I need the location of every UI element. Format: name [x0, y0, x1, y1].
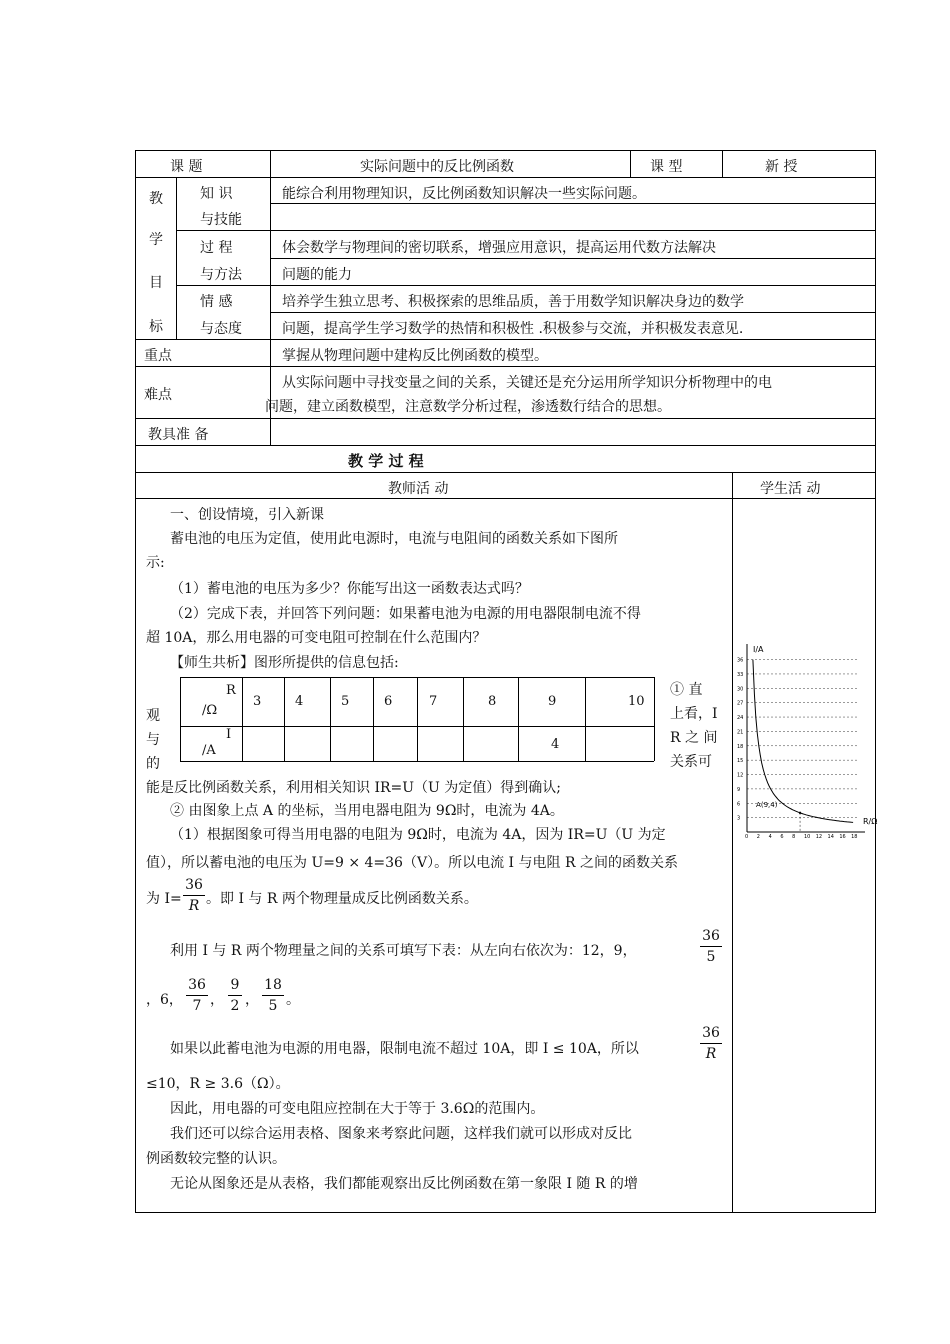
inner-table-border	[242, 677, 243, 761]
table-header-i: /A	[202, 743, 216, 758]
col-divider	[722, 150, 723, 177]
table-cell: 10	[628, 694, 645, 709]
emotion-text: 培养学生独立思考、积极探索的思维品质，善于用数学知识解决身边的数学	[282, 294, 744, 310]
row-divider	[176, 285, 876, 286]
knowledge-label: 知 识	[200, 186, 233, 202]
table-cell: 4	[295, 694, 304, 709]
y-tick-label: 15	[737, 758, 744, 765]
fraction-numerator: 18	[264, 977, 282, 993]
fraction-numerator: 36	[185, 877, 203, 893]
fraction-18-over-5	[262, 976, 284, 1015]
paragraph-line: 利用 I 与 R 两个物理量之间的关系可填写下表：从左向右依次为：12，9，	[170, 943, 637, 959]
x-tick-label: 14	[827, 834, 834, 840]
table-cell: 9	[548, 694, 557, 709]
paragraph-line: 值），所以蓄电池的电压为 U=9 × 4=36（V）。所以电流 I 与电阻 R 之间的函数关系	[146, 855, 678, 871]
separator: ，	[210, 992, 224, 1008]
fraction-36-over-7	[186, 976, 208, 1015]
fraction-numerator: 36	[702, 928, 720, 944]
fraction-denominator: 7	[192, 998, 202, 1014]
row-divider	[135, 498, 876, 499]
emotion-label: 与态度	[200, 321, 242, 337]
fraction-36-over-r	[700, 1024, 722, 1063]
paragraph-line: 如果以此蓄电池为电源的用电器，限制电流不超过 10A，即 I ≤ 10A，所以	[170, 1041, 639, 1057]
table-header-r: /Ω	[202, 703, 218, 718]
y-tick-label: 30	[737, 686, 744, 693]
col-divider	[176, 177, 177, 339]
side-char: 与	[146, 732, 160, 748]
x-axis-label: R/Ω	[863, 817, 878, 826]
inner-table-border	[330, 677, 331, 761]
paragraph-line: 为 I=	[146, 891, 182, 907]
difficulty-label: 难点	[144, 387, 172, 403]
table-header-i: I	[226, 727, 232, 742]
paragraph-line: （1）根据图象可得当用电器的电阻为 9Ω时，电流为 4A，因为 IR=U（U 为定	[170, 827, 666, 843]
row-divider	[135, 366, 876, 367]
x-tick-label: 0	[745, 834, 749, 840]
table-cell: 7	[429, 694, 438, 709]
inner-table-border	[654, 677, 655, 761]
paragraph-line: 因此，用电器的可变电阻应控制在大于等于 3.6Ω的范围内。	[170, 1101, 545, 1117]
process-text: 体会数学与物理间的密切联系，增强应用意识，提高运用代数方法解决	[282, 240, 716, 256]
paragraph-line: ，6，	[146, 992, 183, 1008]
goals-side-char: 目	[149, 275, 163, 291]
fraction-36-over-r	[183, 876, 205, 915]
difficulty-text: 从实际问题中寻找变量之间的关系，关键还是充分运用所学知识分析物理中的电	[282, 375, 772, 391]
row-divider	[270, 203, 876, 204]
row-divider	[135, 418, 876, 419]
side-char: 的	[146, 756, 160, 772]
paragraph-line: （1）蓄电池的电压为多少？你能写出这一函数表达式吗？	[170, 581, 529, 597]
section-heading: 一、创设情境，引入新课	[170, 507, 324, 523]
table-border-left	[135, 150, 136, 1212]
table-cell: 5	[341, 694, 350, 709]
col-divider	[630, 150, 631, 177]
fraction-numerator: 36	[702, 1025, 720, 1041]
fraction-9-over-2	[228, 976, 242, 1015]
fraction-denominator: 5	[268, 998, 278, 1014]
inner-table-border	[463, 677, 464, 761]
inner-table-border	[180, 677, 181, 761]
row-divider	[135, 177, 876, 178]
fraction-numerator: 36	[188, 977, 206, 993]
paragraph-line: 。即 I 与 R 两个物理量成反比例函数关系。	[206, 891, 478, 907]
goals-side-char: 学	[149, 232, 163, 248]
paragraph-line: 无论从图象还是从表格，我们都能观察出反比例函数在第一象限 I 随 R 的增	[170, 1176, 638, 1192]
col-divider	[732, 472, 733, 1212]
inner-table-border	[180, 761, 654, 762]
process-title: 教 学 过 程	[348, 452, 424, 470]
side-char: 观	[146, 708, 160, 724]
paragraph-line: 【师生共析】图形所提供的信息包括:	[170, 655, 399, 671]
table-cell: 6	[384, 694, 393, 709]
lesson-type: 新 授	[765, 159, 798, 175]
table-cell: 4	[551, 737, 560, 752]
paragraph-line: （2）完成下表，并回答下列问题：如果蓄电池为电源的用电器限制电流不得	[170, 606, 641, 622]
y-tick-label: 9	[737, 786, 741, 793]
lesson-topic: 实际问题中的反比例函数	[360, 159, 514, 175]
x-tick-label: 12	[815, 834, 823, 840]
label-type: 课 型	[650, 159, 683, 175]
fraction-denominator: 2	[230, 998, 240, 1014]
paragraph-line: 能是反比例函数关系，利用相关知识 IR=U（U 为定值）得到确认;	[146, 780, 562, 796]
knowledge-text: 能综合利用物理知识，反比例函数知识解决一些实际问题。	[282, 186, 646, 202]
table-border-bottom	[135, 1212, 876, 1213]
table-cell: 8	[488, 694, 497, 709]
paragraph-line: 示:	[146, 555, 165, 571]
y-tick-label: 27	[737, 700, 744, 707]
y-tick-label: 18	[737, 743, 744, 750]
paragraph-line: 我们还可以综合运用表格、图象来考察此问题，这样我们就可以形成对反比	[170, 1126, 632, 1142]
table-cell: 3	[253, 694, 262, 709]
inner-table-border	[417, 677, 418, 761]
knowledge-label: 与技能	[200, 212, 242, 228]
row-divider	[270, 312, 876, 313]
y-tick-label: 36	[737, 657, 744, 664]
separator: ，	[245, 992, 259, 1008]
row-divider	[176, 230, 876, 231]
goals-side-char: 教	[149, 191, 163, 207]
y-tick-label: 33	[737, 671, 744, 678]
x-tick-label: 16	[839, 834, 846, 840]
row-divider	[135, 472, 876, 473]
table-border-top	[135, 150, 876, 151]
side-note: 上看，I	[670, 706, 718, 722]
fraction-36-over-5	[700, 927, 722, 966]
table-header-r: R	[226, 683, 236, 698]
x-tick-label: 2	[756, 834, 760, 840]
col-teacher-header: 教师活 动	[388, 481, 449, 497]
paragraph-line: ≤10，R ≥ 3.6（Ω）。	[146, 1076, 290, 1092]
paragraph-line: 例函数较完整的认识。	[146, 1151, 286, 1167]
paragraph-line: 超 10A，那么用电器的可变电阻可控制在什么范围内？	[146, 630, 487, 646]
row-divider	[135, 445, 876, 446]
fraction-denominator: R	[188, 898, 200, 914]
label-topic: 课 题	[170, 159, 203, 175]
x-tick-label: 18	[851, 834, 858, 840]
process-text: 问题的能力	[282, 267, 352, 283]
side-note: R 之 间	[670, 730, 718, 746]
inner-table-border	[585, 677, 586, 761]
y-axis-label: I/A	[753, 645, 764, 654]
key-point-label: 重点	[144, 348, 172, 364]
prep-label: 教具准 备	[148, 427, 209, 443]
x-tick-label: 6	[780, 834, 784, 840]
side-note: 关系可	[670, 754, 712, 770]
y-tick-label: 3	[737, 815, 741, 822]
paragraph-line: ② 由图象上点 A 的坐标，当用电器电阻为 9Ω时，电流为 4A。	[170, 803, 564, 819]
y-tick-label: 21	[737, 729, 744, 736]
inner-table-border	[284, 677, 285, 761]
emotion-label: 情 感	[200, 294, 233, 310]
goals-side-char: 标	[149, 319, 163, 335]
process-label: 过 程	[200, 240, 233, 256]
paragraph-line: 蓄电池的电压为定值，使用此电源时，电流与电阻间的函数关系如下图所	[170, 531, 618, 547]
table-border-right	[875, 150, 876, 1212]
fraction-numerator: 9	[230, 977, 240, 993]
row-divider	[135, 339, 876, 340]
row-divider	[270, 258, 876, 259]
y-tick-label: 6	[737, 801, 741, 808]
inner-table-border	[518, 677, 519, 761]
difficulty-text: 问题，建立函数模型，注意数学分析过程，渗透数行结合的思想。	[265, 399, 671, 415]
inverse-function-graph	[733, 638, 878, 840]
point-a-label: A(9,4)	[756, 800, 778, 809]
col-student-header: 学生活 动	[760, 481, 821, 497]
series-line	[753, 660, 853, 823]
x-tick-label: 10	[803, 834, 811, 840]
fraction-denominator: 5	[706, 949, 716, 965]
emotion-text: 问题，提高学生学习数学的热情和积极性 .积极参与交流，并积极发表意见.	[282, 321, 744, 337]
y-tick-label: 12	[737, 772, 744, 779]
x-tick-label: 8	[792, 834, 796, 840]
process-label: 与方法	[200, 267, 242, 283]
y-tick-label: 24	[737, 715, 744, 722]
x-tick-label: 4	[768, 834, 772, 840]
key-point-text: 掌握从物理问题中建构反比例函数的模型。	[282, 348, 548, 364]
inner-table-border	[373, 677, 374, 761]
fraction-denominator: R	[705, 1046, 717, 1062]
separator: 。	[286, 992, 300, 1008]
side-note: ① 直	[670, 682, 703, 698]
